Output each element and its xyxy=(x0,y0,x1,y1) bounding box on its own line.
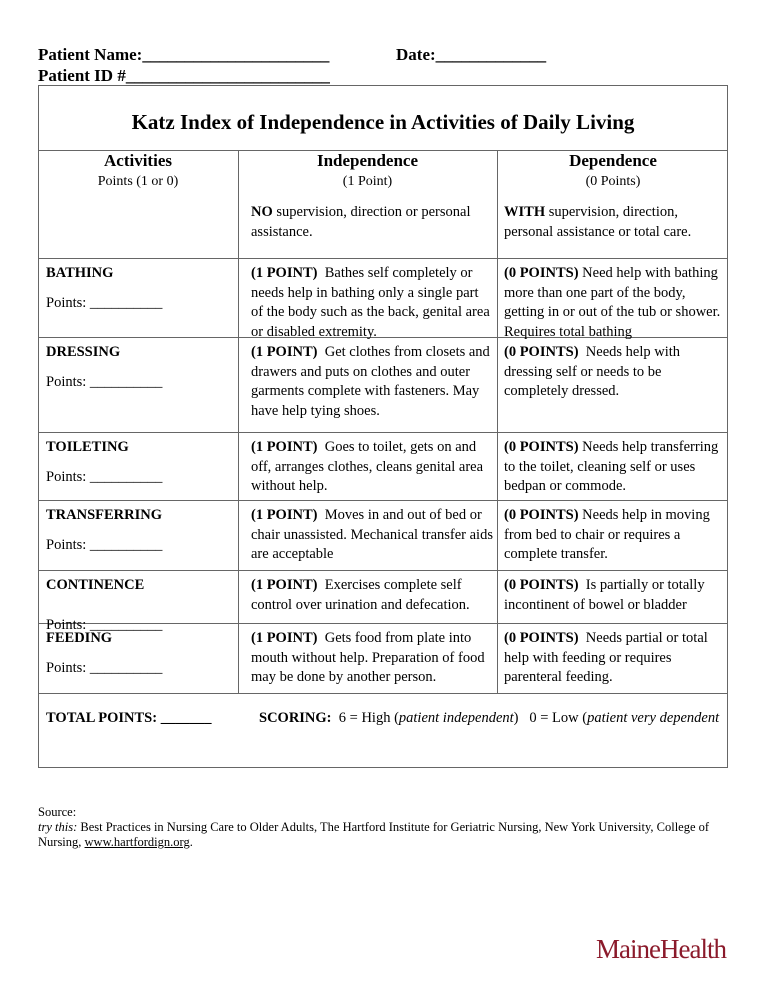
activity-label: FEEDING xyxy=(46,630,113,646)
activity-continence xyxy=(46,576,236,633)
patient-header xyxy=(38,44,330,86)
dependence-cell: (0 POINTS) Needs partial or total help with feeding or requires parenteral feeding. xyxy=(504,630,712,685)
activity-label: TRANSFERRING xyxy=(46,507,163,523)
patient-name-field[interactable]: Patient Name:______________________ xyxy=(38,45,330,64)
col-dependence: Dependence (0 Points) xyxy=(569,151,657,189)
independence-cell: (1 POINT) Bathes self completely or needs help in bathing only a single part of the body such as the back, genital area or disabled extremity. xyxy=(251,265,494,340)
source-link[interactable]: www.hartfordign.org xyxy=(84,835,190,849)
activity-feeding xyxy=(46,629,236,676)
points-field[interactable]: Points: __________ xyxy=(46,660,163,676)
dependence-cell: (0 POINTS) Needs help transferring to the toilet, cleaning self or uses bedpan or commode. xyxy=(504,439,722,494)
mainehealth-logo: MaineHealth xyxy=(596,934,726,964)
activity-bathing xyxy=(46,264,236,311)
activity-toileting xyxy=(46,438,236,485)
dependence-cell: (0 POINTS) Needs help in moving from bed to chair or requires a complete transfer. xyxy=(504,507,714,562)
independence-cell: (1 POINT) Gets food from plate into mouth without help. Preparation of food may be done by another person. xyxy=(251,630,489,685)
activity-transferring xyxy=(46,506,236,553)
activity-label: TOILETING xyxy=(46,439,129,455)
col-activities: Activities Points (1 or 0) xyxy=(97,151,179,189)
activity-label: BATHING xyxy=(46,265,114,281)
date-field[interactable]: Date:_____________ xyxy=(396,45,547,64)
source-note: Source: try this: Best Practices in Nursing Care to Older Adults, The Hartford Institute for Geriatric Nursing, New York University, College of Nursing, www.hartfordign.org. xyxy=(38,805,710,849)
activity-label: CONTINENCE xyxy=(46,577,145,593)
independence-cell: (1 POINT) Goes to toilet, gets on and off, arranges clothes, cleans genital area without help. xyxy=(251,439,487,494)
independence-cell: (1 POINT) Exercises complete self control over urination and defecation. xyxy=(251,577,470,613)
total-points[interactable]: TOTAL POINTS: _______ xyxy=(46,710,212,726)
dependence-cell: (0 POINTS) Need help with bathing more than one part of the body, getting in or out of the tub or shower. Requires total bathing xyxy=(504,265,724,340)
dependence-desc: WITH supervision, direction, personal assistance or total care. xyxy=(504,204,692,240)
points-field[interactable]: Points: __________ xyxy=(46,374,163,390)
dependence-cell: (0 POINTS) Is partially or totally incontinent of bowel or bladder xyxy=(504,577,709,613)
points-field[interactable]: Points: __________ xyxy=(46,537,163,553)
col-independence: Independence (1 Point) xyxy=(316,151,419,189)
points-field[interactable]: Points: __________ xyxy=(46,469,163,485)
scoring-legend: SCORING: 6 = High (patient independent) 0 = Low (patient very dependent xyxy=(259,710,720,726)
patient-id-field[interactable]: Patient ID #________________________ xyxy=(38,66,330,85)
activity-label: DRESSING xyxy=(46,344,121,360)
form-title: Katz Index of Independence in Activities of Daily Living xyxy=(131,110,635,134)
activity-dressing xyxy=(46,343,236,390)
points-field[interactable]: Points: __________ xyxy=(46,617,163,633)
independence-cell: (1 POINT) Moves in and out of bed or chair unassisted. Mechanical transfer aids are acceptable xyxy=(251,507,497,562)
dependence-cell: (0 POINTS) Needs help with dressing self or needs to be completely dressed. xyxy=(504,344,684,399)
independence-cell: (1 POINT) Get clothes from closets and drawers and puts on clothes and outer garments complete with fasteners. May have help tying shoes. xyxy=(251,344,494,419)
points-field[interactable]: Points: __________ xyxy=(46,295,163,311)
independence-desc: NO supervision, direction or personal assistance. xyxy=(251,204,471,240)
